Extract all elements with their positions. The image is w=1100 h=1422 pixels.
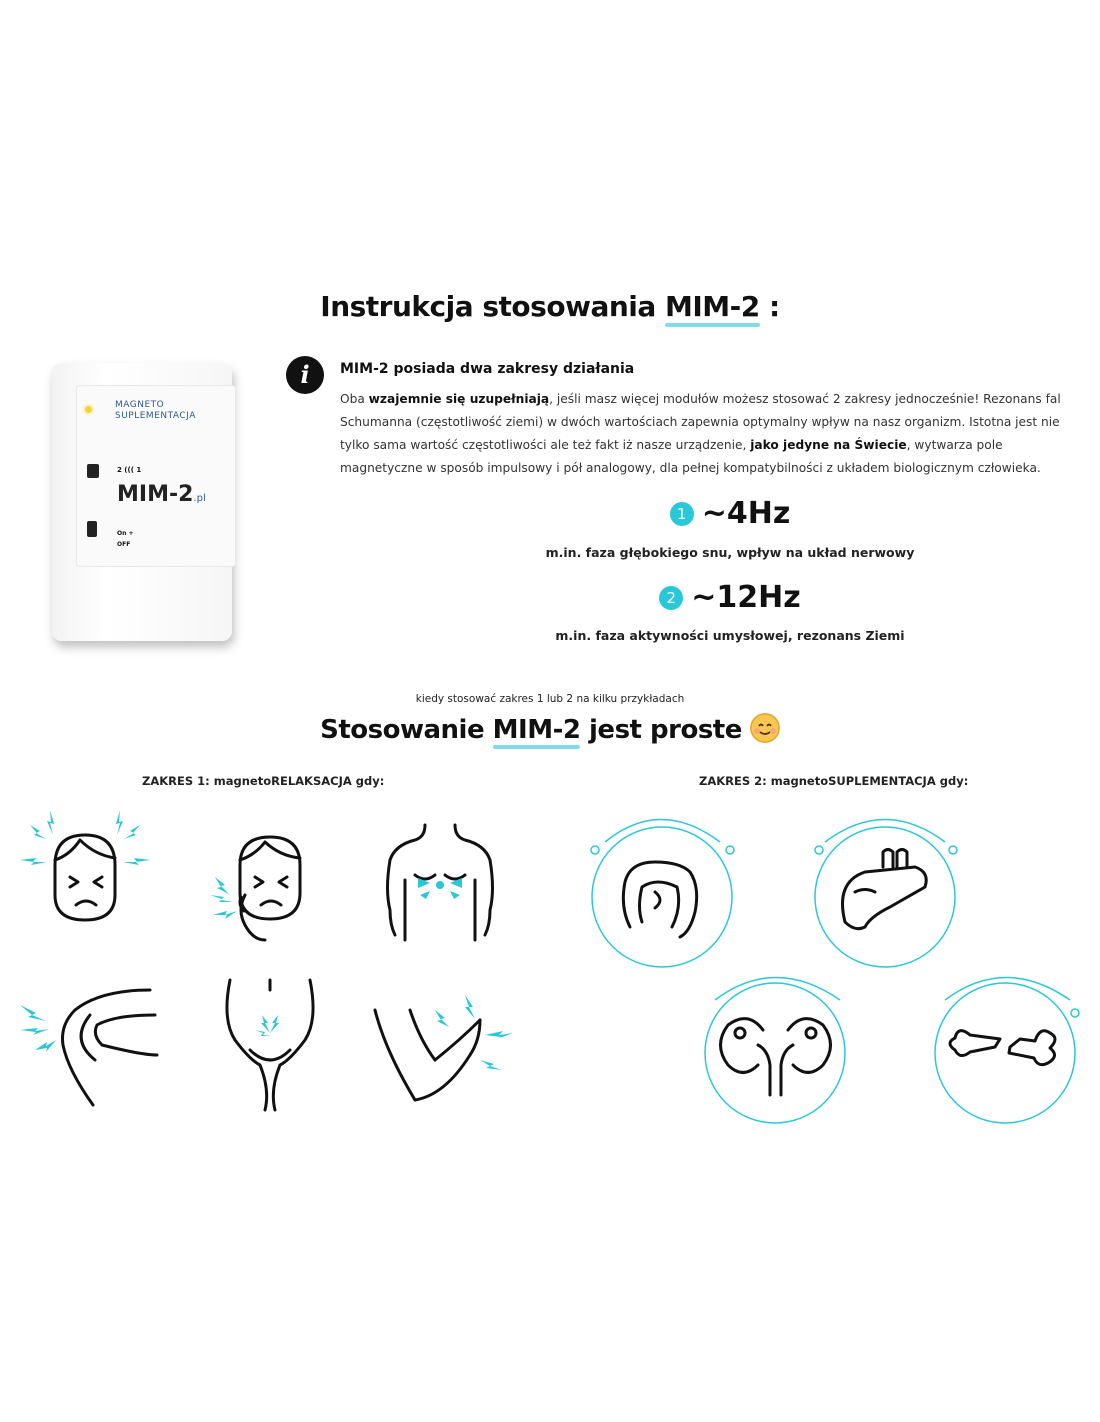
title-suffix: :: [759, 290, 780, 323]
freq-2-desc: m.in. faza aktywności umysłowej, rezonans Ziemi: [555, 628, 905, 643]
info-heading: MIM-2 posiada dwa zakresy działania: [340, 361, 635, 377]
freq-1: [570, 496, 890, 531]
page-title: [0, 290, 1100, 323]
number-1-badge: 1: [670, 502, 694, 526]
freq-1-value: ~4Hz: [701, 496, 791, 531]
knee-pain-icon: [15, 980, 165, 1110]
section-title: Stosowanie MIM-2 jest proste: [0, 713, 1100, 745]
headache-icon: [10, 805, 160, 935]
device-mode-label: 2 ((( 1: [117, 466, 142, 474]
chest-pain-icon: [380, 820, 500, 945]
device-panel: [76, 385, 236, 567]
zone-1-label: ZAKRES 1: magnetoRELAKSACJA gdy:: [142, 774, 385, 788]
info-icon: i: [286, 356, 324, 394]
freq-1-desc: m.in. faza głębokiego snu, wpływ na układ nerwowy: [545, 545, 915, 560]
led-indicator: [85, 406, 92, 413]
device-brand-line2: SUPLEMENTACJA: [115, 411, 196, 421]
mode-switch: [87, 464, 99, 478]
info-paragraph: Oba wzajemnie się uzupełniają, jeśli masz więcej modułów możesz stosować 2 zakresy jednocześnie! Rezonans fal Schumanna (częstotliwość ziemi) w dwóch wartościach zapewnia optymalny wpływ na nasz organizm. Istotna jest nie tylko sama wartość częstotliwości ale też fakt iż nasze urządzenie, jako jedyne na Świecie, wytwarza pole magnetyczne w sposób impulsowy i pół analogowy, dla pełnej kompatybilności z układem biologicznym człowieka.: [340, 392, 1061, 475]
device-image: [40, 363, 245, 648]
device-off-label: OFF: [117, 541, 131, 548]
freq-2: [570, 580, 890, 615]
smile-emoji-icon: [750, 713, 780, 743]
abdominal-pain-icon: [210, 975, 330, 1115]
pancreas-icon: [805, 812, 965, 977]
device-on-label: On +: [117, 530, 134, 537]
device-body: [52, 363, 232, 641]
title-highlight: MIM-2: [665, 290, 760, 323]
freq-2-value: ~12Hz: [691, 580, 801, 615]
examples-caption: kiedy stosować zakres 1 lub 2 na kilku przykładach: [415, 693, 685, 705]
number-2-badge: 2: [659, 586, 683, 610]
zone-2-label: ZAKRES 2: magnetoSUPLEMENTACJA gdy:: [699, 774, 969, 788]
title-prefix: Instrukcja stosowania: [320, 290, 666, 323]
elbow-pain-icon: [365, 985, 515, 1115]
kidneys-icon: [693, 975, 858, 1130]
intestines-icon: [585, 812, 740, 977]
device-brand-line1: MAGNETO: [115, 400, 165, 410]
broken-bone-icon: [925, 975, 1085, 1130]
power-switch: [87, 521, 97, 537]
toothache-icon: [205, 815, 325, 950]
device-name: MIM-2.pl: [117, 482, 206, 507]
